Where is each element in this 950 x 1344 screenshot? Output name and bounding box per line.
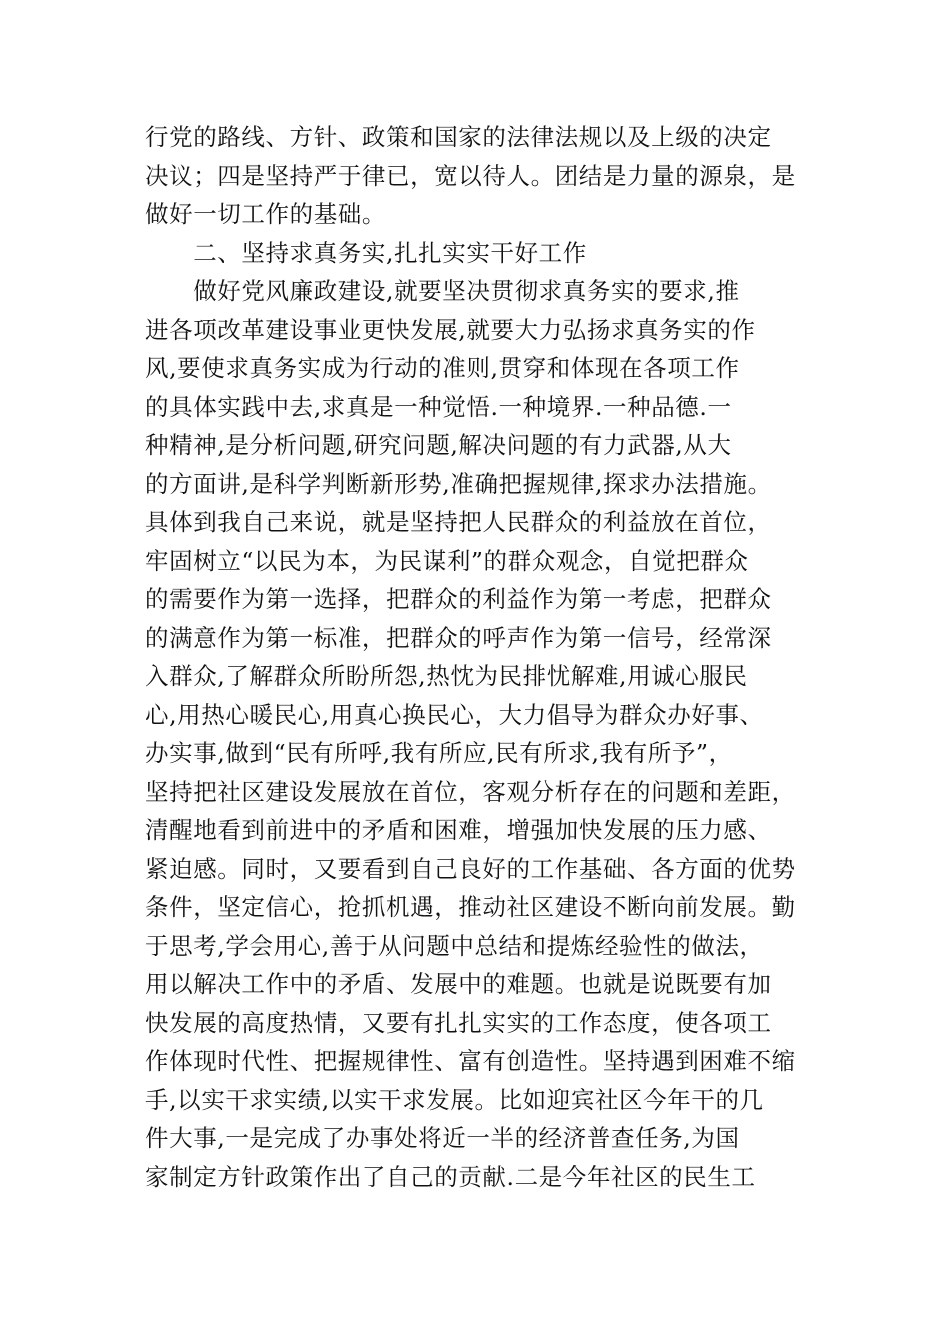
text-line: 作体现时代性、把握规律性、富有创造性。坚持遇到困难不缩 xyxy=(145,1047,796,1075)
text-line: 办实事,做到“民有所呼,我有所应,民有所求,我有所予”， xyxy=(145,739,733,767)
text-line: 牢固树立“以民为本，为民谋利”的群众观念，自觉把群众 xyxy=(145,546,749,575)
text-line: 决议；四是坚持严于律已，宽以待人。团结是力量的源泉，是 xyxy=(145,161,796,190)
text-line: 种精神,是分析问题,研究问题,解决问题的有力武器,从大 xyxy=(145,431,732,459)
text-line: 行党的路线、方针、政策和国家的法律法规以及上级的决定 xyxy=(145,123,772,151)
text-line: 心,用热心暖民心,用真心换民心，大力倡导为群众办好事、 xyxy=(145,700,764,729)
text-line: 做好一切工作的基础。 xyxy=(145,200,386,228)
text-line: 做好党风廉政建设,就要坚决贯彻求真务实的要求,推 xyxy=(145,277,740,305)
text-line: 件大事,一是完成了办事处将近一半的经济普查任务,为国 xyxy=(145,1124,740,1152)
body-text xyxy=(145,118,835,1196)
text-line: 家制定方针政策作出了自己的贡献.二是今年社区的民生工 xyxy=(145,1162,756,1191)
text-line: 风,要使求真务实成为行动的准则,贯穿和体现在各项工作 xyxy=(145,354,740,382)
text-line: 的满意作为第一标准，把群众的呼声作为第一信号，经常深 xyxy=(145,623,772,652)
text-line: 的方面讲,是科学判断新形势,准确把握规律,探求办法措施。 xyxy=(145,469,772,498)
text-line: 进各项改革建设事业更快发展,就要大力弘扬求真务实的作 xyxy=(145,315,756,344)
text-line: 快发展的高度热情，又要有扎扎实实的工作态度，使各项工 xyxy=(145,1008,772,1037)
text-line: 手,以实干求实绩,以实干求发展。比如迎宾社区今年干的几 xyxy=(145,1085,764,1114)
section-heading: 二、坚持求真务实,扎扎实实干好工作 xyxy=(145,238,587,267)
text-line: 坚持把社区建设发展放在首位，客观分析存在的问题和差距， xyxy=(145,777,796,806)
text-line: 的需要作为第一选择，把群众的利益作为第一考虑，把群众 xyxy=(145,585,772,613)
text-line: 入群众,了解群众所盼所怨,热忱为民排忧解难,用诚心服民 xyxy=(145,662,748,690)
text-line: 的具体实践中去,求真是一种觉悟.一种境界.一种品德.一 xyxy=(145,392,732,421)
text-line: 于思考,学会用心,善于从问题中总结和提炼经验性的做法， xyxy=(145,931,764,960)
text-line: 清醒地看到前进中的矛盾和困难，增强加快发展的压力感、 xyxy=(145,816,772,844)
text-line: 条件，坚定信心，抢抓机遇，推动社区建设不断向前发展。勤 xyxy=(145,893,796,921)
text-line: 具体到我自己来说，就是坚持把人民群众的利益放在首位， xyxy=(145,508,772,536)
text-line: 用以解决工作中的矛盾、发展中的难题。也就是说既要有加 xyxy=(145,970,772,998)
text-line: 紧迫感。同时，又要看到自己良好的工作基础、各方面的优势 xyxy=(145,854,796,883)
